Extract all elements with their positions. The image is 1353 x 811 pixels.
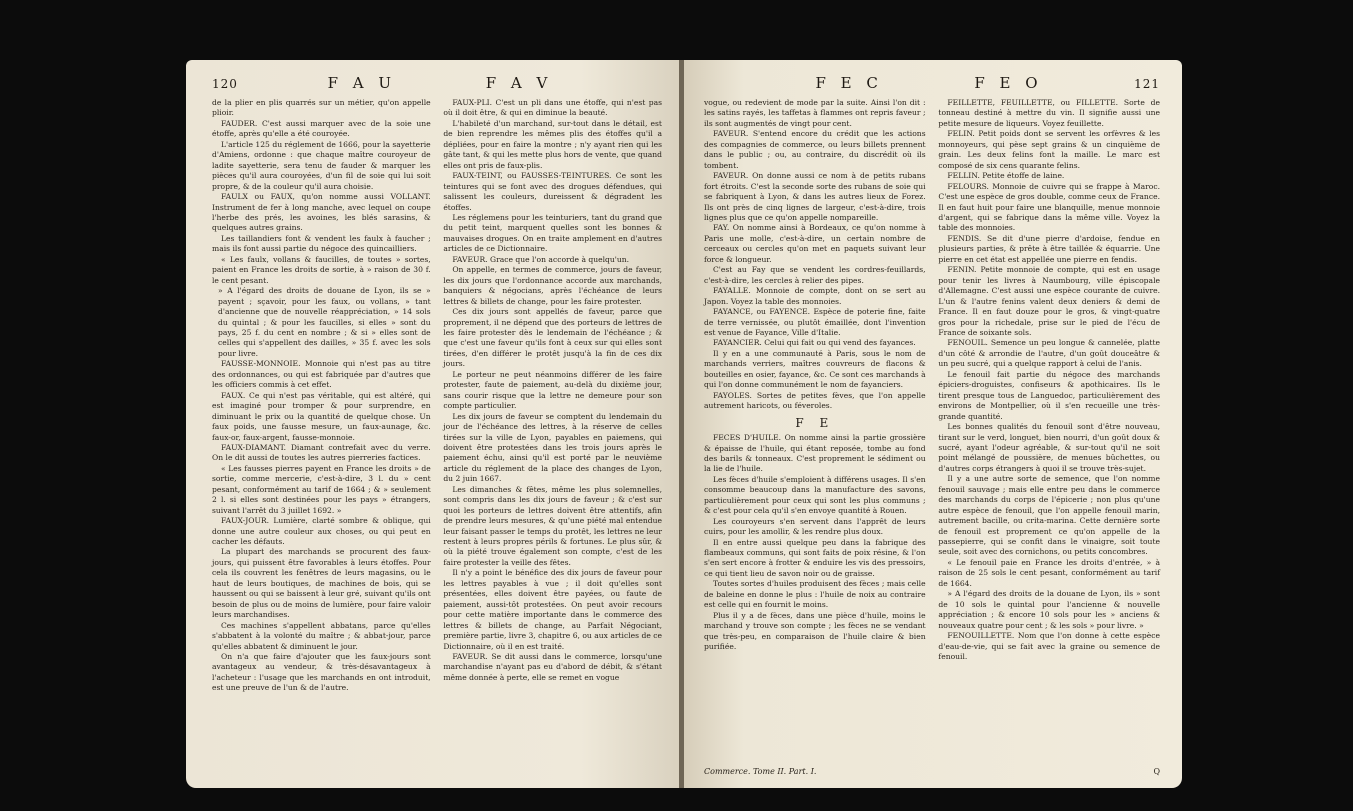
paragraph: Le fenouil fait partie du négoce des marchands épiciers-droguistes, confiseurs & apothicaires. Ils le tirent presque tous de Languedoc, particulièrement des environs de Montpellier, où il s'en recueille une très-grande quantité. <box>938 369 1160 421</box>
paragraph: FAULX ou FAUX, qu'on nomme aussi VOLLANT. Instrument de fer à long manche, avec lequel on coupe l'herbe des prés, les avoines, les blés sarasins, & quelques autres grains. <box>212 192 431 233</box>
book-spread <box>186 60 1182 788</box>
paragraph: FECES D'HUILE. On nomme ainsi la partie grossière & épaisse de l'huile, qui étant reposée, tombe au fond des barils & tonneaux. C'est proprement le sédiment ou la lie de l'huile. <box>704 433 926 474</box>
paragraph: Les fèces d'huile s'emploient à différens usages. Il s'en consomme beaucoup dans la manufacture des savons, particulièrement pour ceux qui sont les plus communs ; & c'est pour cela qu'il s'en envoye quantité à Rouen. <box>704 474 926 516</box>
paragraph: Toutes sortes d'huiles produisent des fèces ; mais celle de baleine en donne le plus : l'huile de noix au contraire est celle qui en fournit le moins. <box>704 579 926 610</box>
paragraph: Il y en a une communauté à Paris, sous le nom de marchands verriers, maîtres couvreurs de flacons & bouteilles en osier, fayance, &c. Ce sont ces marchands à qui l'on donne communément le nom de fayanciers. <box>704 348 926 390</box>
paragraph: FAVEUR. S'entend encore du crédit que les actions des compagnies de commerce, ou leurs billets prennent dans le public ; ou, au contraire, du discrédit où ils tombent. <box>704 129 926 170</box>
paragraph: FAUX-TEINT, ou FAUSSES-TEINTURES. Ce sont les teintures qui se font avec des drogues défendues, qui salissent les couleurs, dureissent & dégradent les étoffes. <box>443 171 662 212</box>
paragraph: FENOUIL. Semence un peu longue & cannelée, platte d'un côté & arrondie de l'autre, d'un goût douceâtre & un peu sucré, qui a quelque rapport à celui de l'anis. <box>938 338 1160 369</box>
paragraph: Les bonnes qualités du fenouil sont d'être nouveau, tirant sur le verd, longuet, bien nourri, d'un goût doux & sucré, ayant l'odeur agréable, & sur-tout qu'il ne soit point mélangé de poussière, de menues bûchettes, ou d'autres corps étrangers à quoi il se trouve très-sujet. <box>938 422 1160 473</box>
paragraph: « Les faulx, vollans & faucilles, de toutes » sortes, paient en France les droits de sortie, à » raison de 30 f. le cent pesant. <box>212 254 431 285</box>
left-running-head <box>212 74 662 96</box>
paragraph: FAYOLES. Sortes de petites fèves, que l'on appelle autrement haricots, ou féveroles. <box>704 390 926 411</box>
paragraph: Ces dix jours sont appellés de faveur, parce que proprement, il ne dépend que des porteurs de lettres de les faire protester dès le lendemain de l'échéance ; & que c'est une faveur qu'ils font à ceux sur qui elles sont tirées, d'en différer le protêt jusqu'à la fin de ces dix jours. <box>443 307 662 369</box>
paragraph: FAVEUR. Se dit aussi dans le commerce, lorsqu'une marchandise n'ayant pas eu d'abord de débit, & s'étant même donnée à perte, elle se remet en vogue <box>443 652 662 682</box>
paragraph: » A l'égard des droits de la douane de Lyon, ils » sont de 10 sols le quintal pour l'ancienne & nouvelle appréciation ; & encore 10 sols pour les » anciens & nouveaux quatre pour cent ; & les sols » pour livre. » <box>938 589 1160 630</box>
right-header-right: F E O <box>974 74 1043 92</box>
paragraph: FELOURS. Monnoie de cuivre qui se frappe à Maroc. C'est une espèce de gros double, comme ceux de France. Il en faut huit pour faire une blanquille, menue monnoie d'argent, qui se fabrique dans la même ville. Voyez la table des monnoies. <box>938 181 1160 233</box>
paragraph: L'habileté d'un marchand, sur-tout dans le détail, est de bien reprendre les mêmes plis des étoffes qu'il a dépliées, pour en faire la montre ; n'y ayant rien qui les gâte tant, & qui les mette plus hors de vente, que quand elles ont pris de faux-plis. <box>443 118 662 170</box>
paragraph: FAVEUR. On donne aussi ce nom à de petits rubans fort étroits. C'est la seconde sorte des rubans de soie qui se fabriquent à Lyon, & dans les autres lieux de Forez. Ils ont près de cinq lignes de largeur, c'est-à-dire, trois lignes plus que ce qu'on appelle nompareille. <box>704 171 926 222</box>
paragraph: Les taillandiers font & vendent les faulx à faucher ; mais ils font aussi partie du négoce des quincailliers. <box>212 233 431 254</box>
paragraph: FENOUILLETTE. Nom que l'on donne à cette espèce d'eau-de-vie, qui se fait avec la graine ou semence de fenouil. <box>938 631 1160 662</box>
paragraph: FAY. On nomme ainsi à Bordeaux, ce qu'on nomme à Paris une molle, c'est-à-dire, un certain nombre de cerceaux ou cercles qu'on met en paquets suivant leur force & longueur. <box>704 223 926 264</box>
paragraph: On n'a que faire d'ajouter que les faux-jours sont avantageux au vendeur, & très-désavantageux à l'acheteur : l'usage que les marchands en ont introduit, est une preuve de l'un & de l'autre. <box>212 652 431 693</box>
paragraph: FELLIN. Petite étoffe de laine. <box>947 171 1065 181</box>
left-page-number: 120 <box>212 77 238 91</box>
paragraph: Il y a une autre sorte de semence, que l'on nomme fenouil sauvage ; mais elle entre peu dans le commerce des marchands du corps de l'épicerie ; non plus qu'une autre espèce de fenouil, que l'on appelle fenouil marin, autrement bacille, ou crita-marina. Cette dernière sorte de fenouil est proprement ce qu'on appelle de la passepierre, qui se confit dans le vinaigre, soit toute seule, soit avec des cornichons, ou petits concombres. <box>938 474 1160 557</box>
paragraph: FENDIS. Se dit d'une pierre d'ardoise, fendue en plusieurs parties, & prête à être taillée & équarrie. Une pierre en cet état est appellée une pierre en fendis. <box>938 233 1160 264</box>
paragraph: Les réglemens pour les teinturiers, tant du grand que du petit teint, marquent quelles sont les bonnes & mauvaises drogues. On en traite amplement en d'autres articles de ce Dictionnaire. <box>443 212 662 254</box>
paragraph: Les dimanches & fêtes, même les plus solemnelles, sont compris dans les dix jours de faveur ; & c'est sur quoi les porteurs de lettres doivent être attentifs, afin de prendre leurs mesures, & qu'une piété mal entendue leur faisant passer le temps du protêt, les lettres ne leur restent à leurs propres périls & fortunes. Le plus sûr, & où la piété trouve également son compte, c'est de les faire protester la veille des fêtes. <box>443 484 662 567</box>
right-page <box>684 60 1182 788</box>
paragraph: On appelle, en termes de commerce, jours de faveur, les dix jours que l'ordonnance accorde aux marchands, banquiers & négocians, après l'échéance de leurs lettres & billets de change, pour les faire protester. <box>443 265 662 306</box>
paragraph: FAYANCIER. Celui qui fait ou qui vend des fayances. <box>713 338 916 348</box>
left-page <box>186 60 680 788</box>
paragraph: » A l'égard des droits de douane de Lyon, ils se » payent ; sçavoir, pour les faux, ou vollans, » tant d'ancienne que de nouvelle réappréciation, » 14 sols du quintal ; & pour les faucilles, si elles » sont du pays, 25 f. du cent en nombre ; & si » elles sont de celles qui s'appellent des dailles, » 35 f. avec les sols pour livre. <box>218 286 431 358</box>
section-heading: F E <box>795 415 835 430</box>
right-column-1 <box>704 98 926 662</box>
footer-signature: Commerce. Tome II. Part. I. <box>704 767 817 776</box>
paragraph: Il en entre aussi quelque peu dans la fabrique des flambeaux communs, qui sont faits de poix résine, & l'on s'en sert encore à frotter & enduire les vis des pressoirs, ce qui tient lieu de savon noir ou de graisse. <box>704 537 926 578</box>
left-column-1 <box>212 98 431 694</box>
paragraph: FAVEUR. Grace que l'on accorde à quelqu'un. <box>452 254 630 264</box>
paragraph: L'article 125 du réglement de 1666, pour la sayetterie d'Amiens, ordonne : que chaque maître couroyeur de ladite sayetterie, sera tenu de fauder & marquer les pièces qu'il aura couroyées, d'un fil de soie qui lui soit propre, & de la couleur qu'il aura choisie. <box>212 139 431 191</box>
paragraph: Les dix jours de faveur se comptent du lendemain du jour de l'échéance des lettres, à la réserve de celles tirées sur la ville de Lyon, payables en paiemens, qui doivent être protestées dans les trois jours après le paiement échu, ainsi qu'il est porté par le neuvième article du réglement de la place des changes de Lyon, du 2 juin 1667. <box>443 411 662 484</box>
right-page-number: 121 <box>1134 77 1160 91</box>
paragraph: C'est au Fay que se vendent les cordres-feuillards, c'est-à-dire, les cercles à relier des pipes. <box>704 265 926 285</box>
paragraph: FAUX. Ce qui n'est pas véritable, qui est altéré, qui est imaginé pour tromper & pour surprendre, en diminuant le prix ou la quantité de quelque chose. Un faux poids, une fausse mesure, un faux-aunage, &c. faux-or, faux-argent, fausse-monnoie. <box>212 390 431 442</box>
paragraph: Le porteur ne peut néanmoins différer de les faire protester, faute de paiement, au-delà du dixième jour, sans courir risque que la lettre ne demeure pour son compte particulier. <box>443 369 662 411</box>
footer-mark: Q <box>1153 767 1160 776</box>
left-column-2 <box>443 98 662 694</box>
paragraph: Il n'y a point le bénéfice des dix jours de faveur pour les lettres payables à vue ; il doit qu'elles sont présentées, elles doivent être payées, ou faute de paiement, aussi-tôt protestées. On peut avoir recours pour cette matière importante dans le commerce des lettres & billets de change, au Parfait Négociant, première partie, livre 3, chapitre 6, ou aux articles de ce Dictionnaire, où il en est traité. <box>443 568 662 651</box>
paragraph: vogue, ou redevient de mode par la suite. Ainsi l'on dit : les satins rayés, les taffetas à flammes ont repris faveur ; ils sont augmentés de vingt pour cent. <box>704 98 926 128</box>
paragraph: FAUSSE-MONNOIE. Monnoie qui n'est pas au titre des ordonnances, ou qui est fabriquée par d'autres que les officiers commis à cet effet. <box>212 359 431 390</box>
paragraph: Les couroyeurs s'en servent dans l'apprêt de leurs cuirs, pour les amollir, & les rendre plus doux. <box>704 516 926 537</box>
paragraph: Ces machines s'appellent abbatans, parce qu'elles s'abbatent à la volonté du maître ; & abbat-jour, parce qu'elles abbatent & diminuent le jour. <box>212 620 431 651</box>
paragraph: FEILLETTE, FEUILLETTE, ou FILLETTE. Sorte de tonneau destiné à mettre du vin. Il signifie aussi une petite mesure de liqueurs. Voyez feuillette. <box>938 98 1160 128</box>
paragraph: FELIN. Petit poids dont se servent les orfèvres & les monnoyeurs, qui pèse sept grains & un cinquième de grain. Les deux felins font la maille. Le marc est composé de six cens quarante felins. <box>938 129 1160 170</box>
paragraph: FAUX-PLI. C'est un pli dans une étoffe, qui n'est pas où il doit être, & qui en diminue la beauté. <box>443 98 662 118</box>
paragraph: La plupart des marchands se procurent des faux-jours, qui puissent être favorables à leurs étoffes. Pour cela ils couvrent les fenêtres de leurs magasins, ou le haut de leurs boutiques, de machines de bois, qui se haussent ou qui se baissent à leur gré, suivant qu'ils ont besoin de plus ou de moins de lumière, pour faire valoir leurs marchandises. <box>212 547 431 620</box>
paragraph: FAYALLE. Monnoie de compte, dont on se sert au Japon. Voyez la table des monnoies. <box>704 286 926 306</box>
right-column-2 <box>938 98 1160 662</box>
paragraph: « Les fausses pierres payent en France les droits » de sortie, comme mercerie, c'est-à-dire, 3 l. du » cent pesant, conformément au tarif de 1664 ; & » seulement 2 l. si elles sont destinées pour les pays » étrangers, suivant l'arrêt du 3 juillet 1692. » <box>212 463 431 515</box>
paragraph: FAYANCE, ou FAYENCE. Espèce de poterie fine, faite de terre vernissée, ou plutôt émaillée, dont l'invention est venue de Fayance, Ville d'Italie. <box>704 307 926 337</box>
left-header-right: F A V <box>485 74 553 92</box>
paragraph: FAUX-DIAMANT. Diamant contrefait avec du verre. On le dit aussi de toutes les autres pierreries factices. <box>212 442 431 463</box>
paragraph: FAUDER. C'est aussi marquer avec de la soie une étoffe, après qu'elle a été couroyée. <box>212 118 431 139</box>
paragraph: Plus il y a de fèces, dans une pièce d'huile, moins le marchand y trouve son compte ; les fèces ne se vendant que très-peu, en comparaison de l'huile claire & bien purifiée. <box>704 610 926 652</box>
right-running-head <box>704 74 1160 96</box>
right-header-left: F E C <box>815 74 883 92</box>
paragraph: de la plier en plis quarrés sur un métier, qu'on appelle plioir. <box>212 98 431 118</box>
paragraph: « Le fenouil paie en France les droits d'entrée, » à raison de 25 sols le cent pesant, conformément au tarif de 1664. <box>938 557 1160 588</box>
paragraph: FAUX-JOUR. Lumière, clarté sombre & oblique, qui donne une autre couleur aux choses, ou qui peut en cacher les défauts. <box>212 516 431 547</box>
left-header-left: F A U <box>327 74 397 92</box>
page-footer <box>704 767 1160 776</box>
paragraph: FENIN. Petite monnoie de compte, qui est en usage pour tenir les livres à Naumbourg, ville épiscopale d'Allemagne. C'est aussi une espèce courante de cuivre. L'un & l'autre fenins valent deux deniers & demi de France. Il en faut douze pour le gros, & vingt-quatre gros pour la richedale, prise sur le pied de l'écu de France de soixante sols. <box>938 265 1160 337</box>
